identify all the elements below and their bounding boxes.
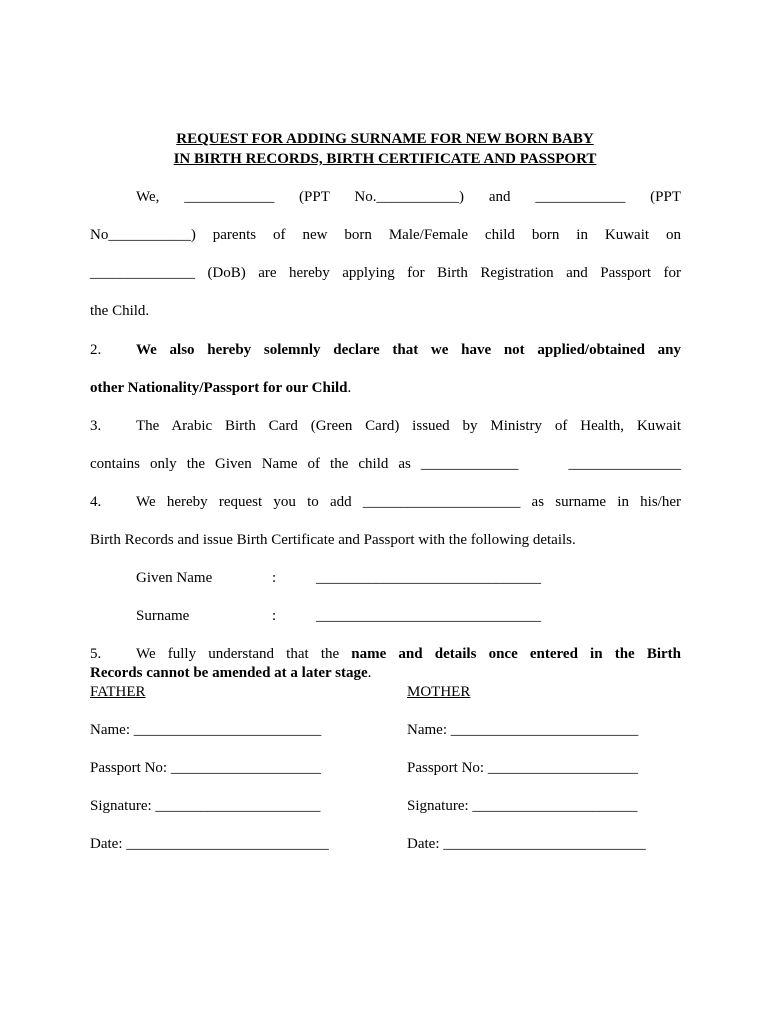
surname-colon: : — [272, 608, 277, 624]
para1-line-4: the Child. — [90, 303, 150, 319]
item2-line-2-bold: other Nationality/Passport for our Child — [90, 380, 348, 396]
given-name-blank[interactable]: ______________________________ — [316, 570, 541, 586]
given-name-label: Given Name — [136, 570, 213, 586]
item5-bold-2: Records cannot be amended at a later stage — [90, 665, 368, 681]
mother-heading: MOTHER — [407, 684, 471, 700]
item4-line-2: Birth Records and issue Birth Certificate and Passport with the following details. — [90, 532, 576, 548]
father-signature-field[interactable]: Signature: ______________________ — [90, 798, 321, 814]
mother-signature-field[interactable]: Signature: ______________________ — [407, 798, 638, 814]
mother-name-field[interactable]: Name: _________________________ — [407, 722, 639, 738]
para1-line-3: ______________ (DoB) are hereby applying for Birth Registration and Passport for — [90, 265, 681, 281]
item5-bold-1: name and details once entered in the Birth — [351, 646, 682, 662]
father-heading: FATHER — [90, 684, 146, 700]
father-name-field[interactable]: Name: _________________________ — [90, 722, 322, 738]
surname-label: Surname — [136, 608, 190, 624]
item5-line-1 — [136, 645, 681, 663]
item4-number: 4. — [90, 494, 102, 510]
item3-line-2: contains only the Given Name of the child as _____________ _______________ — [90, 456, 681, 472]
surname-blank[interactable]: ______________________________ — [316, 608, 541, 624]
item3-number: 3. — [90, 418, 102, 434]
item4-line-1: We hereby request you to add _____________________ as surname in his/her — [136, 494, 681, 510]
item2-line-1: We also hereby solemnly declare that we have not applied/obtained any — [136, 342, 681, 358]
item2-line-2 — [90, 379, 351, 397]
item2-number: 2. — [90, 342, 102, 358]
title-line-1: REQUEST FOR ADDING SURNAME FOR NEW BORN BABY — [176, 131, 594, 147]
given-name-colon: : — [272, 570, 277, 586]
item5-number: 5. — [90, 646, 102, 662]
title-line-2: IN BIRTH RECORDS, BIRTH CERTIFICATE AND PASSPORT — [173, 151, 597, 167]
item5-end: . — [367, 665, 372, 681]
item5-line-2 — [90, 664, 371, 682]
item5-normal: We fully understand that the — [136, 646, 352, 662]
item2-line-2-end: . — [347, 380, 352, 396]
father-passport-field[interactable]: Passport No: ____________________ — [90, 760, 321, 776]
mother-date-field[interactable]: Date: ___________________________ — [407, 836, 646, 852]
mother-passport-field[interactable]: Passport No: ____________________ — [407, 760, 638, 776]
para1-line-2: No___________) parents of new born Male/Female child born in Kuwait on — [90, 227, 681, 243]
para1-line-1: We, ____________ (PPT No.___________) and ____________ (PPT — [136, 189, 681, 205]
item3-line-1: The Arabic Birth Card (Green Card) issued by Ministry of Health, Kuwait — [136, 418, 681, 434]
father-date-field[interactable]: Date: ___________________________ — [90, 836, 329, 852]
